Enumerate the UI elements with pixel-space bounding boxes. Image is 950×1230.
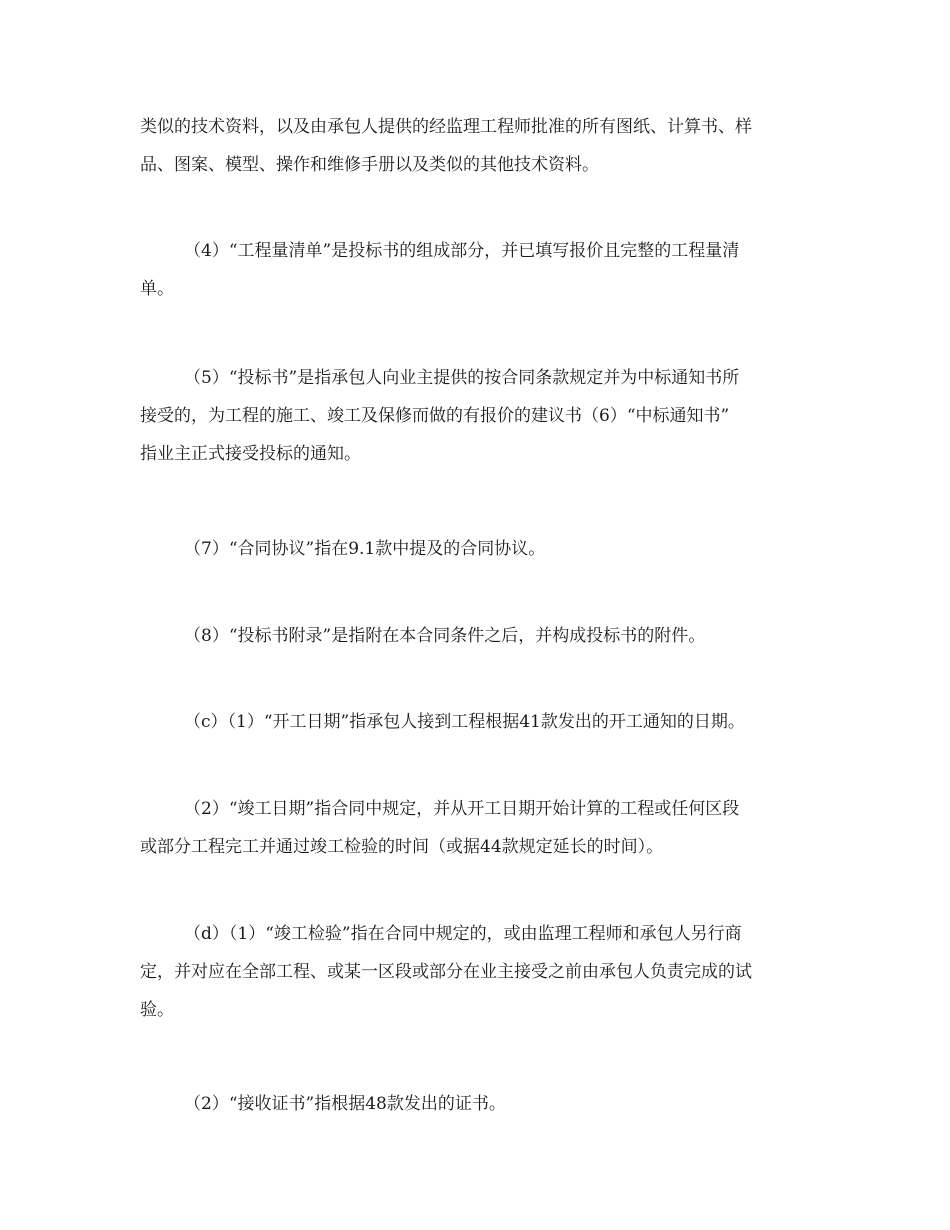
text-line: （5）“投标书”是指承包人向业主提供的按合同条款规定并为中标通知书所 (184, 368, 740, 388)
text-line: 类似的技术资料，以及由承包人提供的经监理工程师批准的所有图纸、计算书、样 (140, 117, 752, 137)
text-line: 指业主正式接受投标的通知。 (140, 444, 361, 464)
text-line: （c）（1）“开工日期”指承包人接到工程根据41款发出的开工通知的日期。 (184, 712, 745, 732)
paragraph-completion-time (140, 790, 810, 866)
paragraph-bill-of-quantities (140, 232, 810, 308)
text-line: （d）（1）“竣工检验”指在合同中规定的，或由监理工程师和承包人另行商 (184, 924, 742, 944)
text-line: 接受的，为工程的施工、竣工及保修而做的有报价的建议书（6）“中标通知书” (140, 406, 730, 426)
text-line: （8）“投标书附录”是指附在本合同条件之后，并构成投标书的附件。 (184, 626, 706, 646)
text-line: 品、图案、模型、操作和维修手册以及类似的其他技术资料。 (140, 155, 599, 175)
paragraph-appendix-to-tender (140, 617, 810, 655)
text-line: 定，并对应在全部工程、或某一区段或部分在业主接受之前由承包人负责完成的试 (140, 962, 752, 982)
paragraph-taking-over-certificate (140, 1085, 810, 1123)
text-line: （4）“工程量清单”是投标书的组成部分，并已填写报价且完整的工程量清 (184, 241, 740, 261)
paragraph-tests-on-completion (140, 915, 810, 1029)
text-line: （2）“竣工日期”指合同中规定，并从开工日期开始计算的工程或任何区段 (184, 799, 740, 819)
text-line: （7）“合同协议”指在9.1款中提及的合同协议。 (184, 539, 546, 559)
paragraph-technical-documents (140, 108, 810, 184)
text-line: 单。 (140, 279, 174, 299)
text-line: 或部分工程完工并通过竣工检验的时间（或据44款规定延长的时间）。 (140, 837, 664, 857)
paragraph-commencement-date (140, 703, 810, 741)
text-line: （2）“接收证书”指根据48款发出的证书。 (184, 1094, 506, 1114)
paragraph-contract-agreement (140, 530, 810, 568)
paragraph-tender (140, 359, 810, 473)
text-line: 验。 (140, 1000, 174, 1020)
